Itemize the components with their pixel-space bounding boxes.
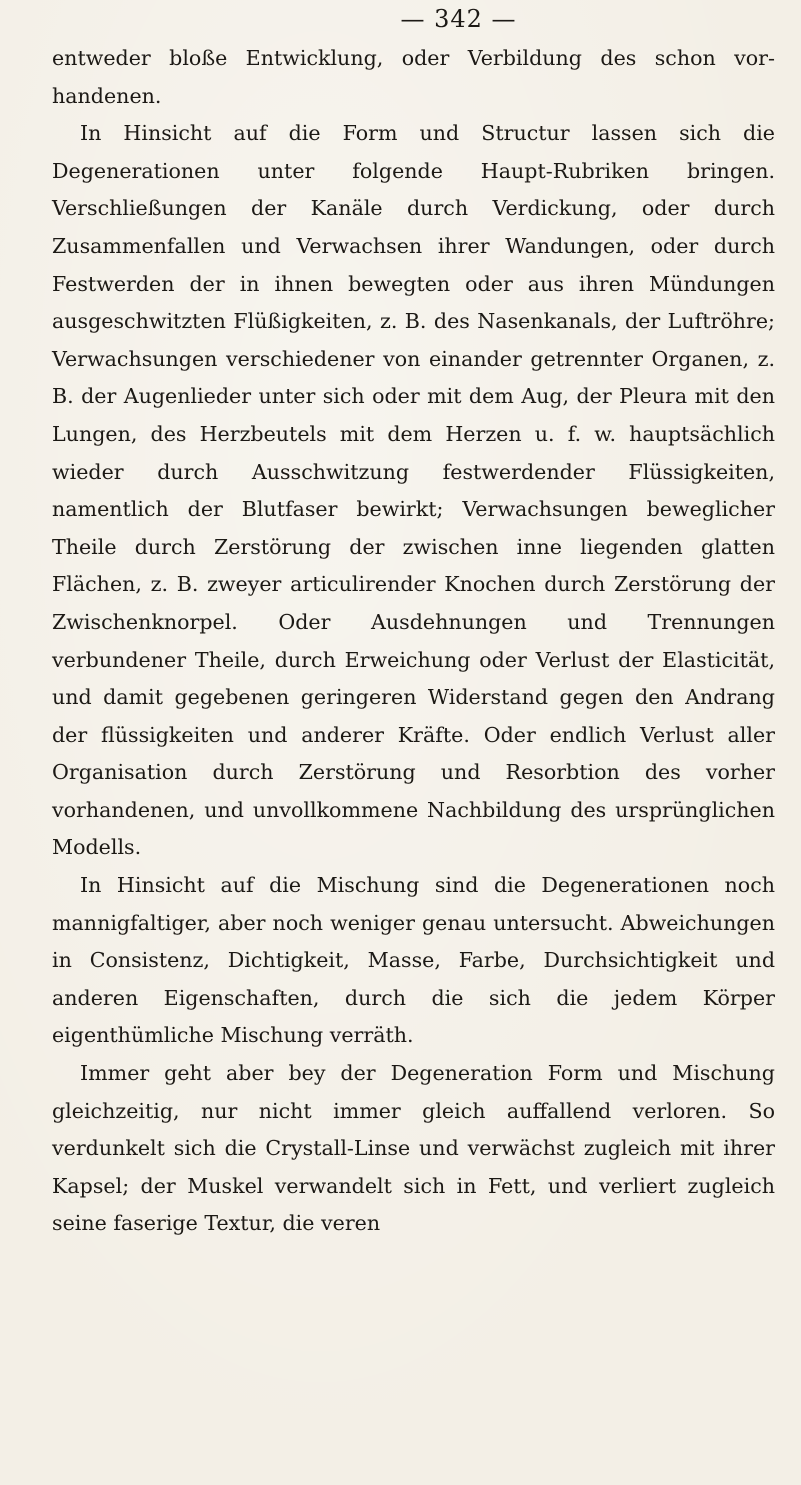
- body-text: [52, 40, 775, 1243]
- paragraph-mixture: In Hinsicht auf die Mischung sind die Degenerationen noch mannigfaltiger, aber noch weniger genau untersucht. Abweichungen in Consistenz, Dichtigkeit, Masse, Farbe, Durchsichtigkeit und anderen Eigenschaften, durch die sich die jedem Körper eigenthümliche Mischung verräth.: [52, 873, 775, 1048]
- paragraph-continuation: entweder bloße Entwicklung, oder Verbildung des schon vorhandenen.: [52, 46, 775, 108]
- paragraph-form-and-mixture: Immer geht aber bey der Degeneration Form und Mischung gleichzeitig, nur nicht immer gleich auffallend verloren. So verdunkelt sich die Crystall-Linse und verwächst zugleich mit ihrer Kapsel; der Muskel verwandelt sich in Fett, und verliert zugleich seine faserige Textur, die veren: [52, 1061, 775, 1236]
- page-number: — 342 —: [400, 5, 517, 33]
- paragraph-form-structure: In Hinsicht auf die Form und Structur lassen sich die Degenerationen unter folgende Haupt-Rubriken bringen. Verschließungen der Kanäle durch Verdickung, oder durch Zusammenfallen und Verwachsen ihrer Wandungen, oder durch Festwerden der in ihnen bewegten oder aus ihren Mündungen ausgeschwitzten Flüßigkeiten, z. B. des Nasenkanals, der Luftröhre; Verwachsungen verschiedener von einander getrennter Organen, z. B. der Augenlieder unter sich oder mit dem Aug, der Pleura mit den Lungen, des Herzbeutels mit dem Herzen u. f. w. hauptsächlich wieder durch Ausschwitzung festwerdender Flüssigkeiten, namentlich der Blutfaser bewirkt; Verwachsungen beweglicher Theile durch Zerstörung der zwischen inne liegenden glatten Flächen, z. B. zweyer articulirender Knochen durch Zerstörung der Zwischenknorpel. Oder Ausdehnungen und Trennungen verbundener Theile, durch Erweichung oder Verlust der Elasticität, und damit gegebenen geringeren Widerstand gegen den Andrang der flüssigkeiten und anderer Kräfte. Oder endlich Verlust aller Organisation durch Zerstörung und Resorbtion des vorher vorhandenen, und unvollkommene Nachbildung des ursprünglichen Modells.: [52, 121, 775, 860]
